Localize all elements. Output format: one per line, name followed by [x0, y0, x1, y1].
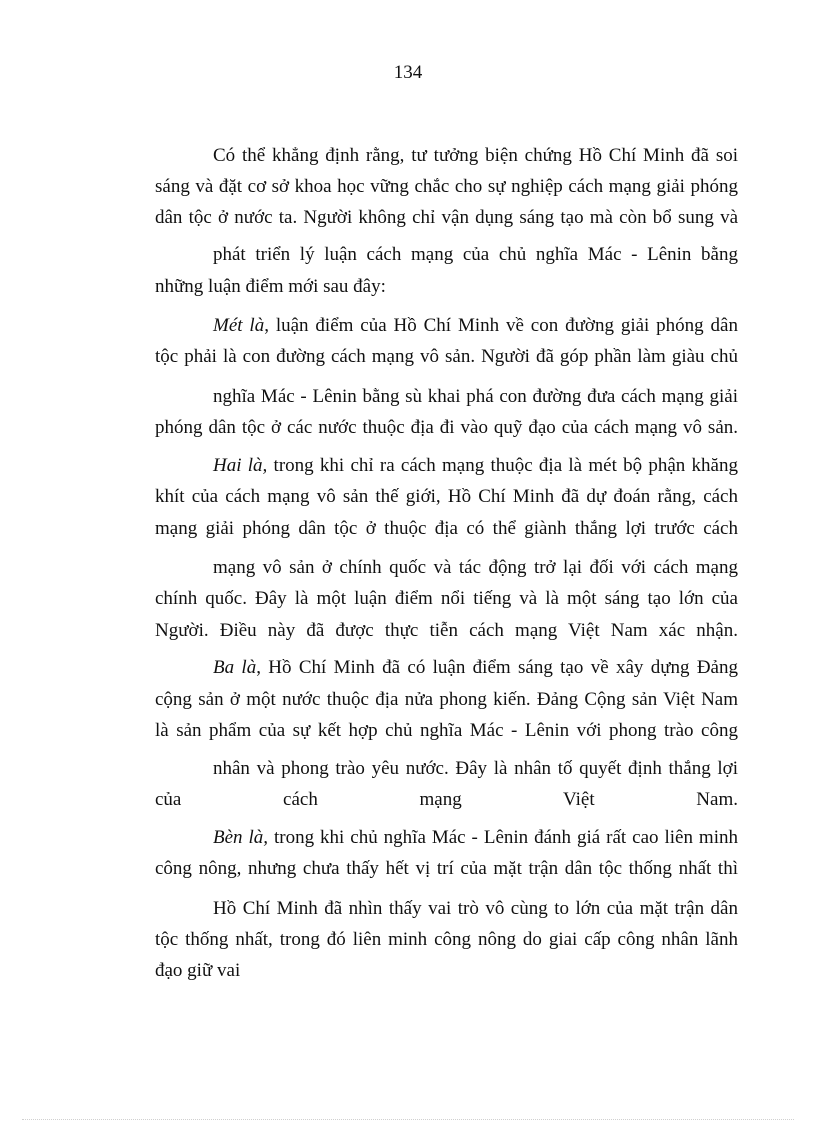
text-line: nghĩa Mác - Lênin bằng sù khai phá con đường đưa cách mạng giải: [213, 386, 738, 407]
paragraph-lead: Bèn là,: [213, 827, 269, 848]
text-line: phóng dân tộc ở các nước thuộc địa đi vào quỹ đạo của cách mạng vô sản.: [155, 417, 738, 438]
text-line: tộc phải là con đường cách mạng vô sản. Người đã góp phần làm giàu chủ: [155, 346, 738, 367]
text-line: cộng sản ở một nước thuộc địa nửa phong kiến. Đảng Cộng sản Việt Nam: [155, 689, 738, 710]
paragraph-lead: Hai là,: [213, 455, 268, 476]
text-line: Mét là, luận điểm của Hồ Chí Minh về con đường giải phóng dân: [213, 315, 738, 336]
text-line: mạng vô sản ở chính quốc và tác động trở lại đối với cách mạng: [213, 557, 738, 578]
paragraph-lead: Ba là: [213, 657, 257, 678]
text-line: Người. Điều này đã được thực tiễn cách mạng Việt Nam xác nhận.: [155, 620, 738, 641]
text-line: nhân và phong trào yêu nước. Đây là nhân tố quyết định thắng lợi: [213, 758, 738, 779]
text-line: công nông, nhưng chưa thấy hết vị trí của mặt trận dân tộc thống nhất thì: [155, 858, 738, 879]
text-line: mạng giải phóng dân tộc ở thuộc địa có thể giành thắng lợi trước cách: [155, 518, 738, 539]
text-line: của cách mạng Việt Nam.: [155, 789, 738, 810]
text-line: sáng và đặt cơ sở khoa học vững chắc cho sự nghiệp cách mạng giải phóng: [155, 176, 738, 197]
paragraph-lead: Mét là: [213, 315, 265, 336]
text-line: đạo giữ vai: [155, 960, 241, 981]
text-line: Hồ Chí Minh đã nhìn thấy vai trò vô cùng to lớn của mặt trận dân: [213, 898, 738, 919]
text-line: tộc thống nhất, trong đó liên minh công nông do giai cấp công nhân lãnh: [155, 929, 738, 950]
text-line: dân tộc ở nước ta. Người không chỉ vận dụng sáng tạo mà còn bổ sung và: [155, 207, 738, 228]
text-line: khít của cách mạng vô sản thế giới, Hồ Chí Minh đã dự đoán rằng, cách: [155, 486, 738, 507]
text-line: Ba là, Hồ Chí Minh đã có luận điểm sáng tạo về xây dựng Đảng: [213, 657, 738, 678]
text-line: Có thể khẳng định rằng, tư tưởng biện chứng Hồ Chí Minh đã soi: [213, 145, 738, 166]
text-line: chính quốc. Đây là một luận điểm nổi tiếng và là một sáng tạo lớn của: [155, 588, 738, 609]
text-line: Hai là, trong khi chỉ ra cách mạng thuộc địa là mét bộ phận khăng: [213, 455, 738, 476]
text-line: Bèn là, trong khi chủ nghĩa Mác - Lênin đánh giá rất cao liên minh: [213, 827, 738, 848]
page-number: 134: [393, 62, 423, 83]
text-line: phát triển lý luận cách mạng của chủ nghĩa Mác - Lênin bằng: [213, 244, 738, 265]
footer-divider: [22, 1119, 794, 1120]
text-line: những luận điểm mới sau đây:: [155, 276, 386, 297]
text-line: là sản phẩm của sự kết hợp chủ nghĩa Mác - Lênin với phong trào công: [155, 720, 738, 741]
